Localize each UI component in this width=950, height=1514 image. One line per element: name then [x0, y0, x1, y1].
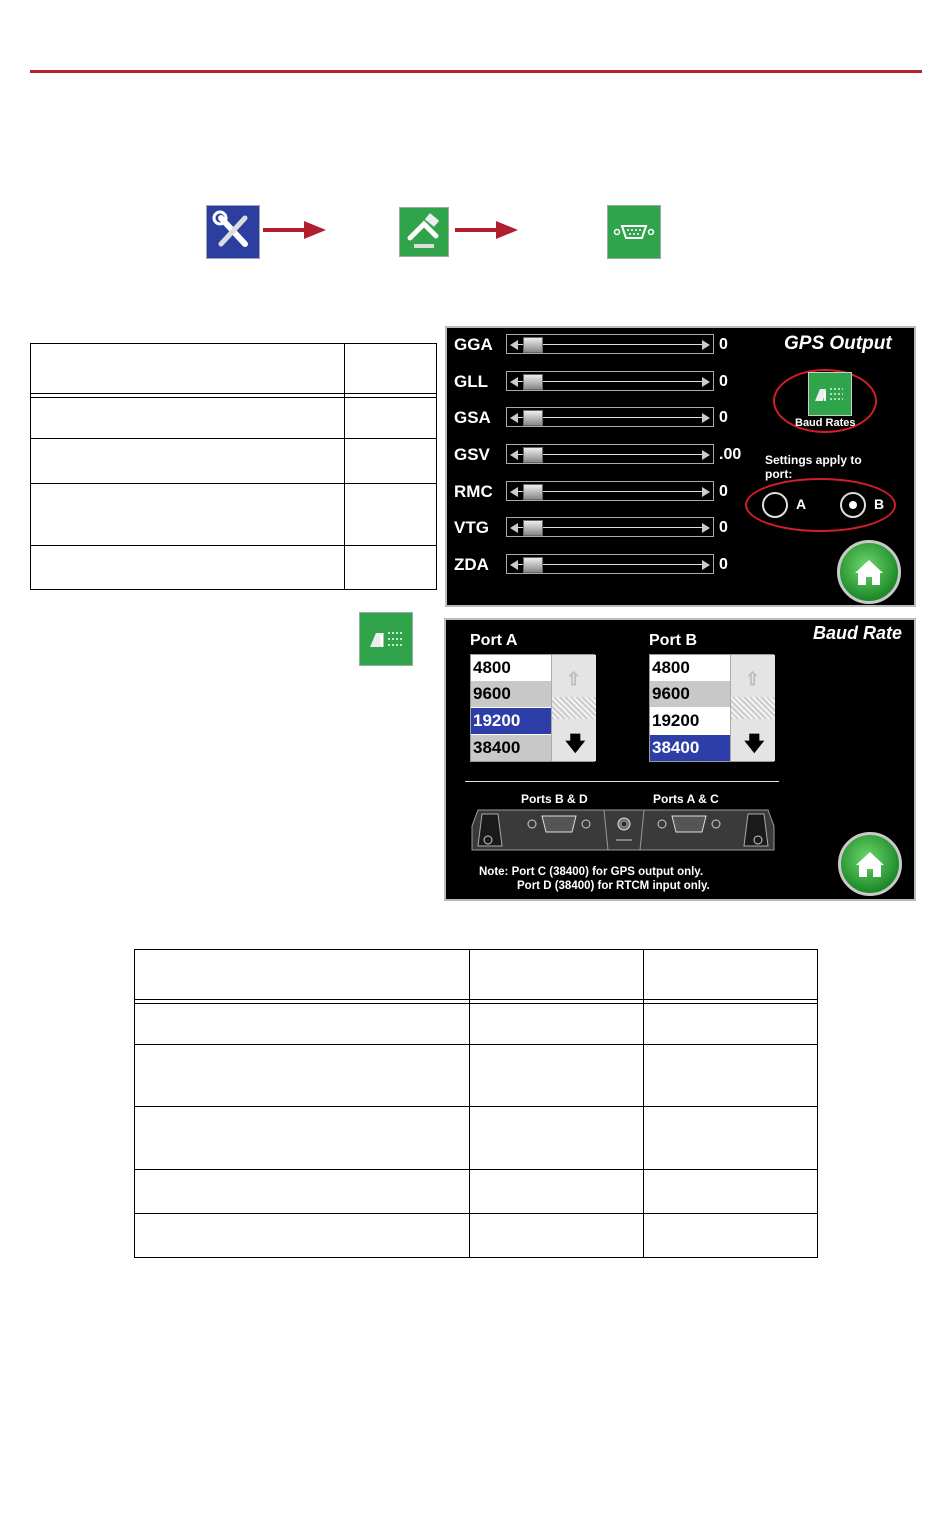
port-a-radio[interactable] [762, 492, 788, 518]
nmea-label: VTG [454, 518, 489, 537]
port-a-label: A [796, 496, 807, 512]
slider-thumb[interactable] [523, 447, 543, 463]
scroll-thumb[interactable] [552, 697, 596, 719]
table-cell [470, 1170, 644, 1214]
slider-value: 0 [719, 336, 728, 353]
baud-rates-icon [809, 373, 849, 413]
note-line-1: Note: Port C (38400) for GPS output only. [479, 866, 704, 878]
gll-slider[interactable] [506, 371, 714, 391]
table-cell [345, 546, 437, 590]
table-header-cell [31, 344, 345, 394]
table-cell [135, 1170, 470, 1214]
divider [465, 781, 779, 782]
baud-rates-label: Baud Rates [795, 417, 856, 429]
slider-value: 0 [719, 519, 728, 536]
table-cell [345, 484, 437, 546]
table-cell [345, 398, 437, 439]
connector-panel-image [468, 806, 778, 858]
settings-tools-icon[interactable] [399, 207, 449, 257]
radio-selected-dot [849, 501, 857, 509]
list-item[interactable]: 4800 [473, 658, 511, 677]
home-button[interactable] [838, 832, 902, 896]
list-item[interactable]: 9600 [471, 681, 551, 707]
slider-thumb[interactable] [523, 520, 543, 536]
scroll-thumb[interactable] [731, 697, 775, 719]
slider-thumb[interactable] [523, 484, 543, 500]
baud-rates-icon[interactable] [359, 612, 413, 666]
left-table [30, 343, 437, 590]
note-line-2: Port D (38400) for RTCM input only. [517, 880, 710, 892]
gsv-slider[interactable] [506, 444, 714, 464]
serial-port-icon[interactable] [607, 205, 661, 259]
table-header-cell [644, 950, 818, 1000]
slider-thumb[interactable] [523, 337, 543, 353]
home-icon [841, 835, 899, 893]
gga-slider[interactable] [506, 334, 714, 354]
ports-bd-label: Ports B & D [521, 792, 588, 806]
table-cell [31, 439, 345, 484]
list-item[interactable]: 19200 [652, 711, 700, 730]
slider-thumb[interactable] [523, 410, 543, 426]
port-b-label: B [874, 496, 885, 512]
nav-arrow-1 [263, 228, 308, 232]
slider-value: 0 [719, 483, 728, 500]
nav-arrow-2 [455, 228, 500, 232]
table-cell [644, 1170, 818, 1214]
zda-slider[interactable] [506, 554, 714, 574]
slider-value: 0 [719, 409, 728, 426]
slider-thumb[interactable] [523, 557, 543, 573]
table-cell [644, 1045, 818, 1107]
table-cell [644, 1214, 818, 1258]
baud-rate-screen [444, 618, 916, 901]
table-cell [135, 1045, 470, 1107]
list-item[interactable]: 4800 [652, 658, 690, 677]
table-cell [644, 1004, 818, 1045]
bottom-table [134, 949, 818, 1258]
table-cell [31, 546, 345, 590]
scroll-up-icon[interactable]: ⇧ [566, 669, 582, 689]
table-header-cell [345, 344, 437, 394]
list-item[interactable]: 9600 [650, 681, 730, 707]
slider-value: .00 [719, 446, 742, 463]
nmea-label: GLL [454, 372, 488, 391]
scrollbar[interactable] [730, 655, 775, 761]
tools-icon[interactable] [206, 205, 260, 259]
table-cell [470, 1004, 644, 1045]
table-cell [470, 1045, 644, 1107]
scroll-up-icon[interactable]: ⇧ [745, 669, 761, 689]
table-cell [135, 1214, 470, 1258]
table-cell [135, 1107, 470, 1170]
table-cell [135, 1004, 470, 1045]
scrollbar[interactable] [551, 655, 596, 761]
list-item[interactable]: 38400 [471, 735, 551, 761]
screen-title: Baud Rate [813, 623, 903, 643]
table-header-cell [470, 950, 644, 1000]
home-button[interactable] [837, 540, 901, 604]
gsa-slider[interactable] [506, 407, 714, 427]
table-cell [31, 398, 345, 439]
baud-rates-button[interactable] [808, 372, 852, 416]
slider-thumb[interactable] [523, 374, 543, 390]
table-header-cell [135, 950, 470, 1000]
port-a-list-label: Port A [470, 632, 518, 649]
table-cell [644, 1107, 818, 1170]
nmea-label: GSA [454, 408, 491, 427]
rmc-slider[interactable] [506, 481, 714, 501]
home-icon [840, 543, 898, 601]
slider-value: 0 [719, 556, 728, 573]
port-b-baud-list[interactable] [649, 654, 774, 762]
settings-label: Settings apply to port: [765, 453, 862, 481]
list-item-selected[interactable]: 19200 [471, 708, 551, 734]
screen-title: GPS Output [784, 333, 892, 354]
table-cell [470, 1107, 644, 1170]
header-rule [30, 70, 922, 73]
gps-output-screen [445, 326, 916, 607]
scroll-down-icon[interactable]: 🡇 [744, 733, 765, 755]
port-a-baud-list[interactable] [470, 654, 595, 762]
vtg-slider[interactable] [506, 517, 714, 537]
nmea-label: RMC [454, 482, 493, 501]
table-cell [470, 1214, 644, 1258]
port-b-list-label: Port B [649, 632, 697, 649]
table-cell [345, 439, 437, 484]
ports-ac-label: Ports A & C [653, 792, 719, 806]
table-cell [31, 484, 345, 546]
nmea-label: ZDA [454, 555, 489, 574]
slider-value: 0 [719, 373, 728, 390]
list-item-selected[interactable]: 38400 [650, 735, 730, 761]
nmea-label: GGA [454, 335, 493, 354]
nmea-label: GSV [454, 445, 490, 464]
scroll-down-icon[interactable]: 🡇 [565, 733, 586, 755]
port-b-radio[interactable] [840, 492, 866, 518]
